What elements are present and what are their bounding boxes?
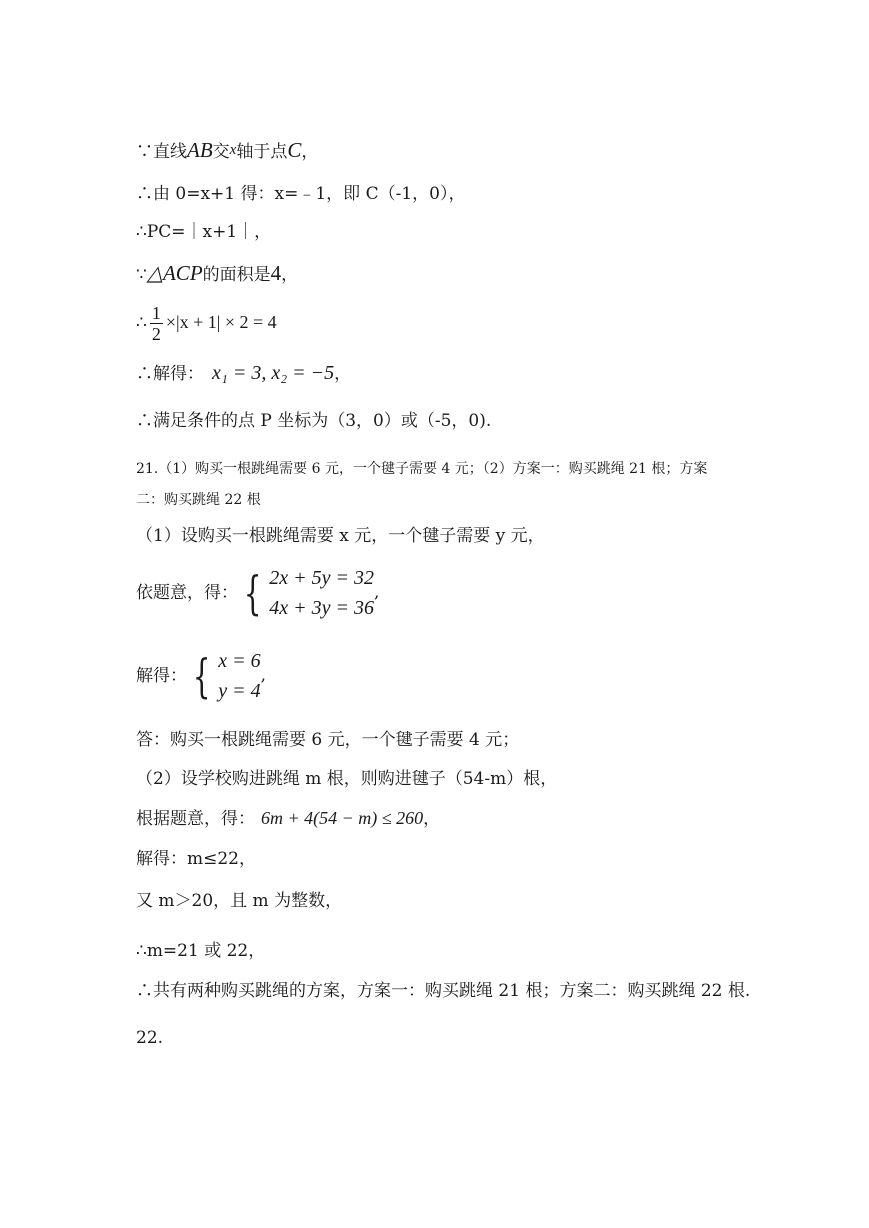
equation: 2x + 5y = 32: [269, 567, 375, 589]
text: ，: [301, 142, 319, 162]
text: 轴于点: [236, 142, 288, 162]
text: ,: [374, 582, 380, 603]
text: ∴: [136, 313, 147, 333]
text: ∵直线: [136, 142, 187, 162]
text: ∴解得：: [136, 364, 204, 384]
equation: 4x + 3y = 36: [269, 597, 375, 619]
line-10: （1）设购买一根跳绳需要 x 元，一个毽子需要 y 元，: [136, 526, 545, 546]
text: ，: [281, 265, 299, 285]
math-c: C: [287, 138, 302, 162]
text: ，: [334, 364, 352, 384]
math-ab: AB: [187, 138, 213, 162]
brace: {: [243, 566, 262, 620]
text: ，: [423, 809, 441, 829]
numerator: 1: [151, 303, 161, 323]
math-value: 4: [270, 261, 282, 285]
line-15: [136, 807, 440, 830]
math-x: x: [229, 142, 237, 158]
line-2: ∴由 0=x+1 得：x=﹣1，即 C（-1，0），: [136, 184, 466, 204]
fraction: [150, 303, 163, 344]
line-20: 22.: [136, 1028, 164, 1048]
line-18: ∴m=21 或 22，: [136, 941, 266, 961]
line-1: [136, 139, 318, 163]
math-expression: 6m + 4(54 − m) ≤ 260: [261, 808, 424, 828]
line-17: 又 m＞20，且 m 为整数，: [136, 891, 343, 911]
line-3: ∴PC=｜x+1｜，: [136, 222, 272, 242]
denominator: 2: [151, 324, 161, 344]
line-4: [136, 262, 298, 286]
equation: y = 4: [218, 680, 261, 702]
line-5: [136, 300, 277, 345]
equation: x = 6: [218, 650, 261, 672]
text: 解得：: [136, 666, 187, 686]
text: 依题意，得：: [136, 583, 238, 603]
line-8: 21.（1）购买一根跳绳需要 6 元，一个毽子需要 4 元；（2）方案一：购买跳绳 21 根；方案: [136, 461, 708, 477]
math-triangle: △ACP: [146, 261, 203, 285]
line-7: ∴满足条件的点 P 坐标为（3，0）或（-5，0).: [136, 411, 492, 431]
equation-system: [187, 646, 261, 706]
text: 交: [212, 142, 230, 162]
text: 的面积是: [202, 265, 271, 285]
line-16: 解得：m≤22，: [136, 849, 256, 869]
text: ,: [260, 665, 267, 686]
line-12: [136, 646, 266, 706]
math-expression: ×|x + 1| × 2 = 4: [165, 312, 277, 332]
line-13: 答：购买一根跳绳需要 6 元，一个毽子需要 4 元；: [136, 730, 520, 750]
text: ∵: [136, 265, 147, 285]
line-11: [136, 563, 379, 623]
equation-system: [238, 563, 374, 623]
text: 根据题意，得：: [136, 809, 255, 829]
math-expression: x₁ = 3, x₂ = −5: [212, 362, 335, 384]
brace: {: [192, 649, 211, 703]
line-14: （2）设学校购进跳绳 m 根，则购进毽子（54-m）根，: [136, 769, 558, 789]
line-9: 二：购买跳绳 22 根: [136, 492, 261, 508]
line-6: [136, 362, 351, 385]
line-19: ∴共有两种购买跳绳的方案，方案一：购买跳绳 21 根；方案二：购买跳绳 22 根.: [136, 981, 751, 1001]
